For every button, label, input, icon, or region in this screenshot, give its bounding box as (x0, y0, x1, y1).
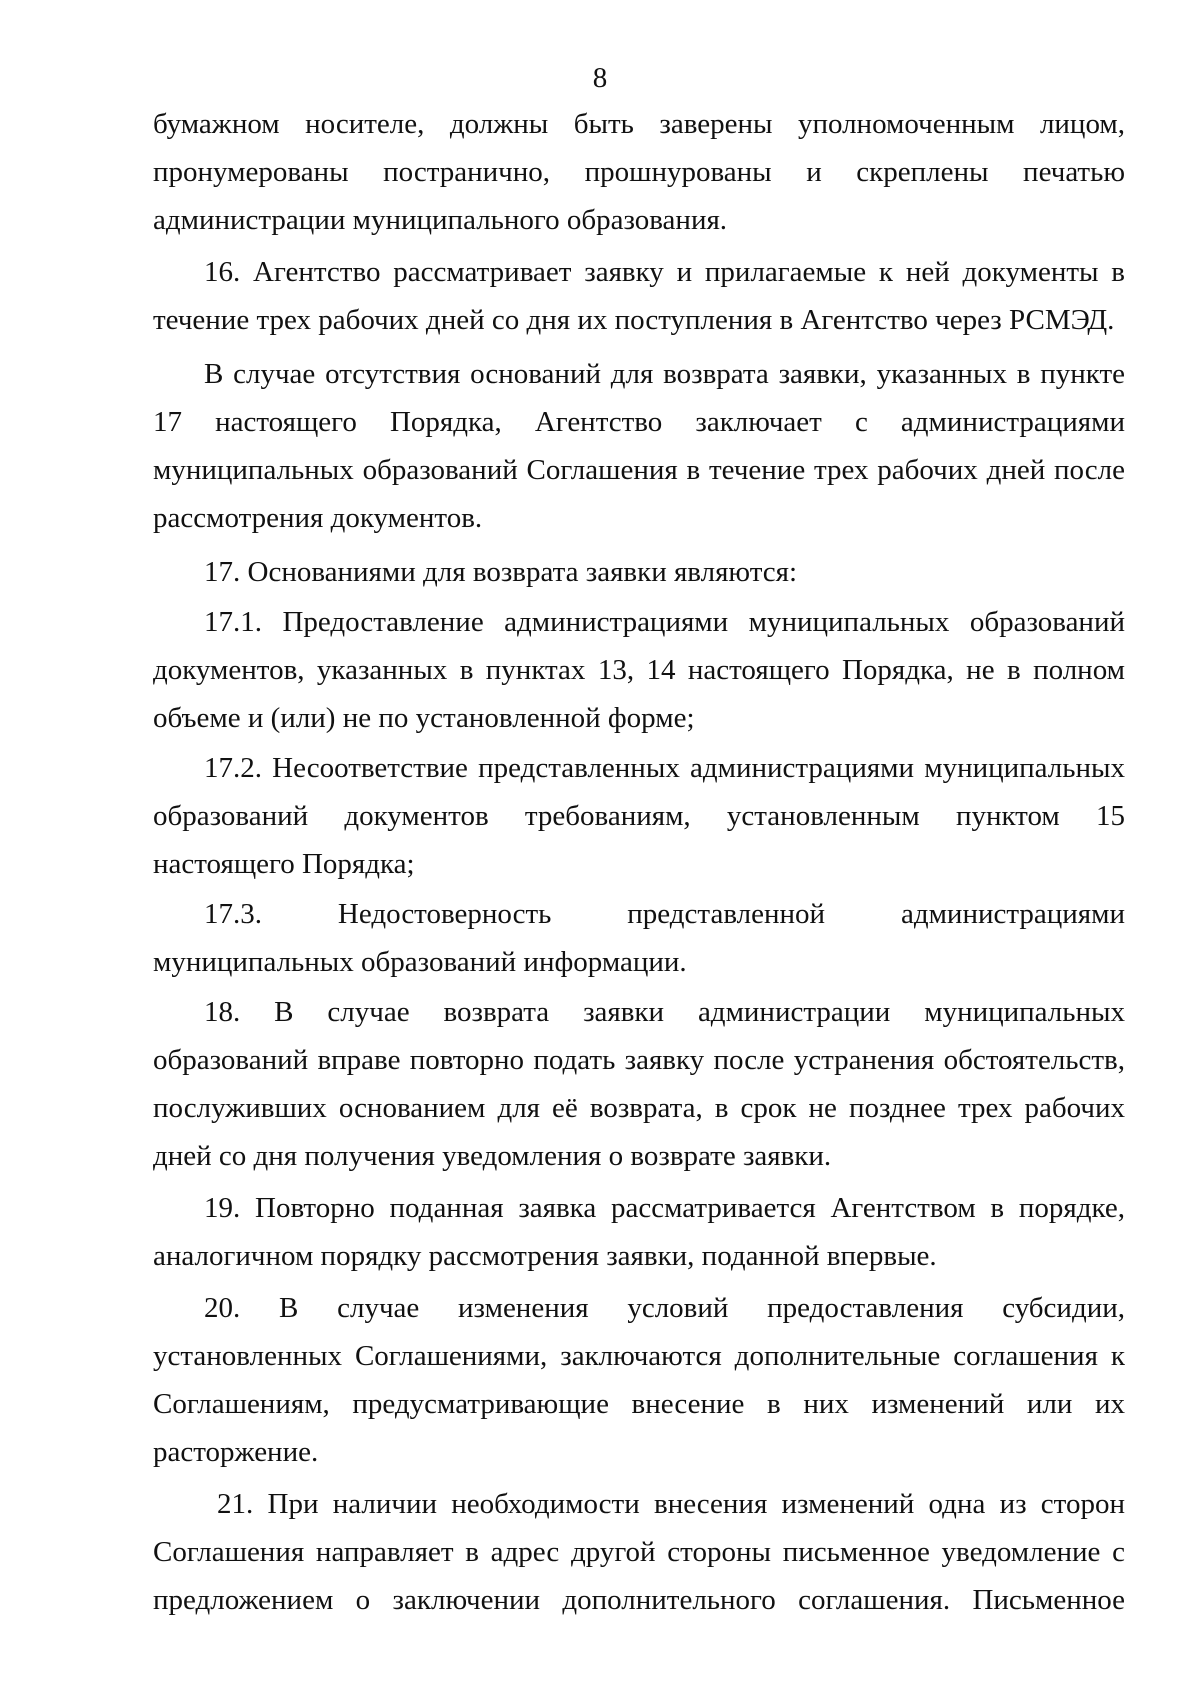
paragraph-17-2: 17.2. Несоответствие представленных администрациями муниципальных образований документов требованиям, установленным пунктом 15 настоящего Порядка; (153, 752, 1125, 880)
paragraph-21: 21. При наличии необходимости внесения изменений одна из сторон Соглашения направляет в адрес другой стороны письменное уведомление с предложением о заключении дополнительного соглашения. Письменное (153, 1488, 1125, 1616)
page-number: 8 (592, 62, 608, 94)
document-body (153, 100, 1125, 1624)
paragraph-19: 19. Повторно поданная заявка рассматривается Агентством в порядке, аналогичном порядку рассмотрения заявки, поданной впервые. (153, 1192, 1125, 1272)
paragraph-17-1: 17.1. Предоставление администрациями муниципальных образований документов, указанных в пунктах 13, 14 настоящего Порядка, не в полном объеме и (или) не по установленной форме; (153, 606, 1125, 734)
paragraph-17-3: 17.3. Недостоверность представленной администрациями муниципальных образований информации. (153, 898, 1125, 978)
paragraph-17: 17. Основаниями для возврата заявки являются: (204, 556, 797, 588)
paragraph-18: 18. В случае возврата заявки администрации муниципальных образований вправе повторно подать заявку после устранения обстоятельств, послуживших основанием для её возврата, в срок не позднее трех рабочих дней со дня получения уведомления о возврате заявки. (153, 996, 1125, 1172)
paragraph-continued: бумажном носителе, должны быть заверены уполномоченным лицом, пронумерованы постранично, прошнурованы и скреплены печатью администрации муниципального образования. (153, 108, 1125, 236)
paragraph-16: 16. Агентство рассматривает заявку и прилагаемые к ней документы в течение трех рабочих дней со дня их поступления в Агентство через РСМЭД. (153, 256, 1125, 336)
paragraph-20: 20. В случае изменения условий предоставления субсидии, установленных Соглашениями, заключаются дополнительные соглашения к Соглашениям, предусматривающие внесение в них изменений или их расторжение. (153, 1292, 1125, 1468)
paragraph-16-b: В случае отсутствия оснований для возврата заявки, указанных в пункте 17 настоящего Порядка, Агентство заключает с администрациями муниципальных образований Соглашения в течение трех рабочих дней после рассмотрения документов. (153, 358, 1125, 534)
